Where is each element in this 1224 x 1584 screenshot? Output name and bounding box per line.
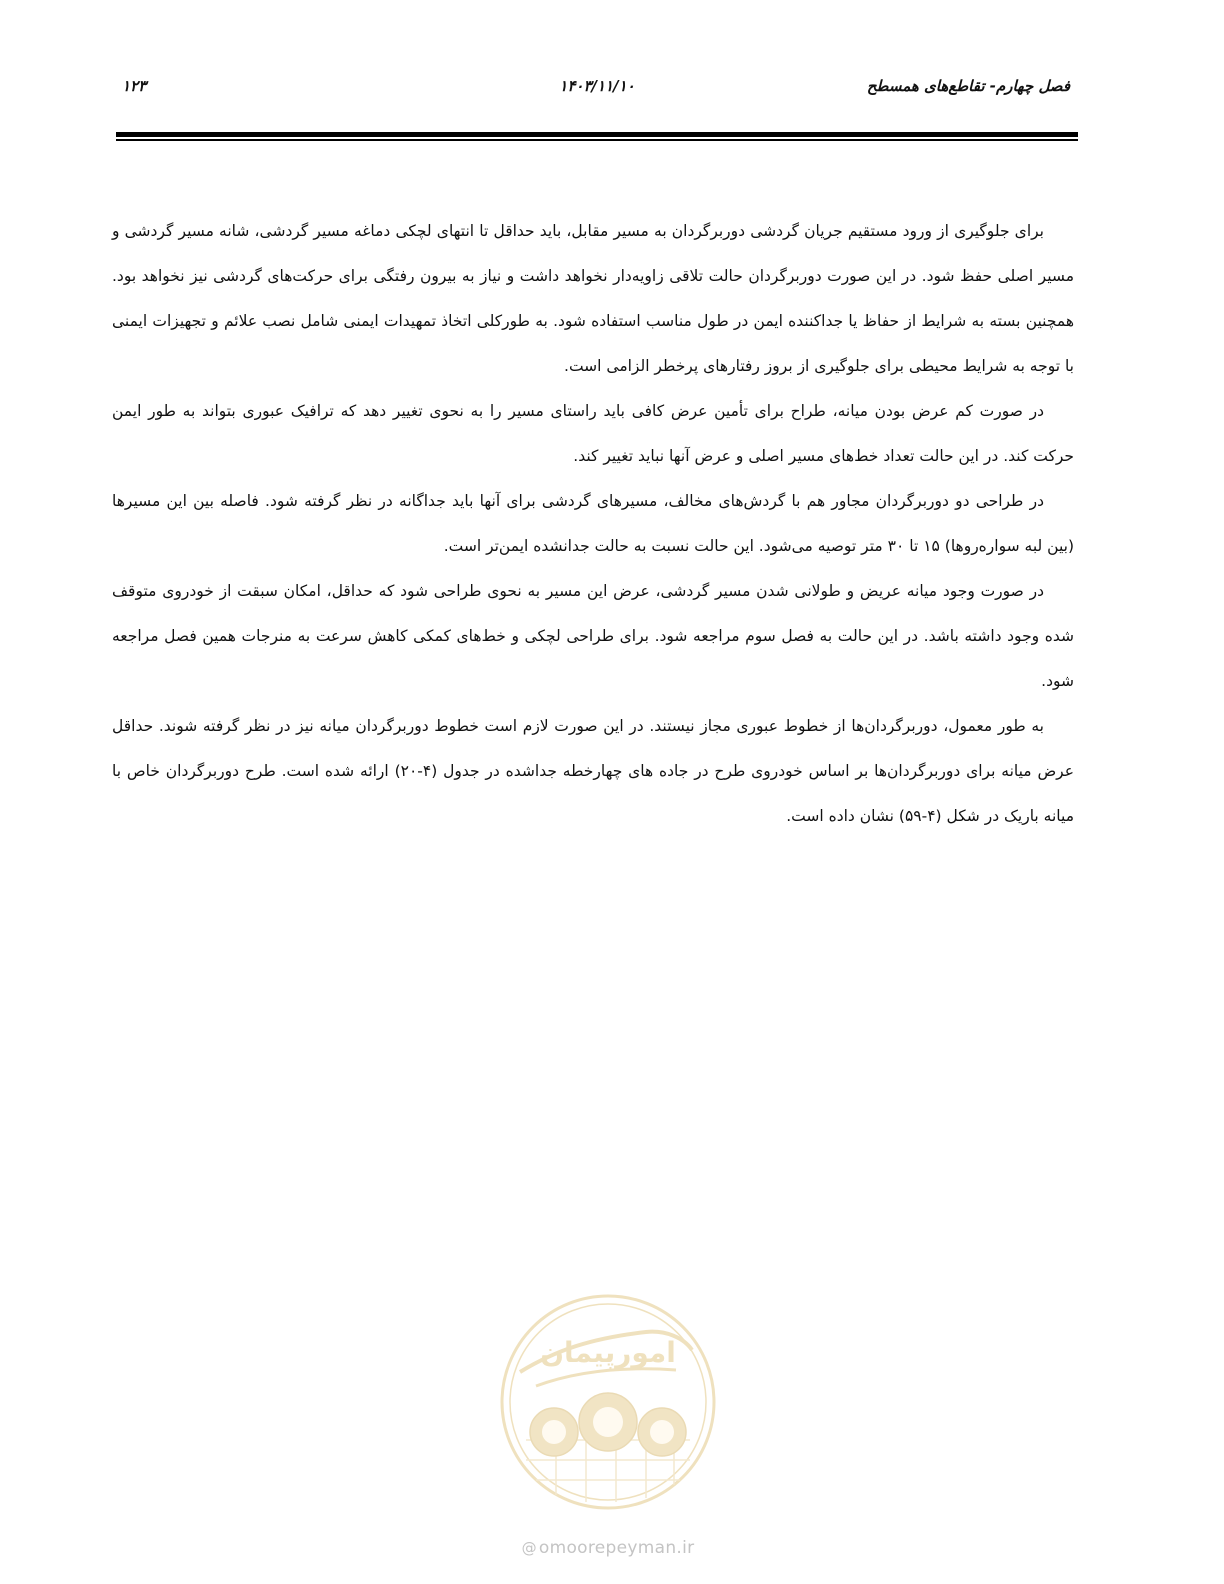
watermark-website [498,1538,718,1558]
paragraph-adjacent-uturns: در طراحی دو دوربرگردان مجاور هم با گردش‌های مخالف، مسیرهای گردشی برای آنها باید جداگانه در نظر گرفته شود. فاصله بین این مسیرها (بین لبه سواره‌روها) ۱۵ تا ۳۰ متر توصیه می‌شود. این حالت نسبت به حالت جدانشده ایمن‌تر است. [112,492,1074,555]
body-text [112,209,1074,839]
chapter-title: فصل چهارم- تقاطع‌های همسطح [866,77,1070,95]
header-rule-thin [116,139,1078,141]
header-date: ۱۴۰۳/۱۱/۱۰ [559,77,635,95]
paragraph-narrow-median: در صورت کم عرض بودن میانه، طراح برای تأمین عرض کافی باید راستای مسیر را به نحوی تغییر دهد که ترافیک عبوری بتواند به طور ایمن حرکت کند. در این حالت تعداد خط‌های مسیر اصلی و عرض آنها نباید تغییر کند. [112,402,1074,465]
paragraph-wide-median: در صورت وجود میانه عریض و طولانی شدن مسیر گردشی، عرض این مسیر به نحوی طراحی شود که حداقل، امکان سبقت از خودروی متوقف شده وجود داشته باشد. در این حالت به فصل سوم مراجعه شود. برای طراحی لچکی و خط‌های کمکی کاهش سرعت به منرجات همین فصل مراجعه شود. [112,582,1074,690]
watermark-logo-text: امورپیمان [540,1336,676,1369]
page-number: ۱۲۳ [122,77,147,95]
website-text: omoorepeyman.ir [538,1538,695,1558]
paragraph-median-protection: برای جلوگیری از ورود مستقیم جریان گردشی دوربرگردان به مسیر مقابل، باید حداقل تا انتهای لچکی دماغه مسیر گردشی، شانه مسیر گردشی و مسیر اصلی حفظ شود. در این صورت دوربرگردان حالت تلاقی زاویه‌دار نخواهد داشت و نیاز به بیرون رفتگی برای حرکت‌های گردشی نیز نخواهد بود. همچنین بسته به شرایط از حفاظ یا جداکننده ایمن در طول مناسب استفاده شود. به طورکلی اتخاذ تمهیدات ایمنی شامل نصب علائم و تجهیزات ایمنی با توجه به شرایط محیطی برای جلوگیری از بروز رفتارهای پرخطر الزامی است. [112,222,1074,375]
at-icon: @ [521,1539,537,1557]
page-header [116,74,1078,102]
watermark-logo [496,1290,720,1520]
paragraph-uturn-lanes: به طور معمول، دوربرگردان‌ها از خطوط عبوری مجاز نیستند. در این صورت لازم است خطوط دوربرگردان میانه نیز در نظر گرفته شوند. حداقل عرض میانه برای دوربرگردان‌ها بر اساس خودروی طرح در جاده های چهارخطه جداشده در جدول (۴-۲۰) ارائه شده است. طرح دوربرگردان خاص با میانه باریک در شکل (۴-۵۹) نشان داده است. [112,717,1074,825]
header-rule-thick [116,132,1078,137]
